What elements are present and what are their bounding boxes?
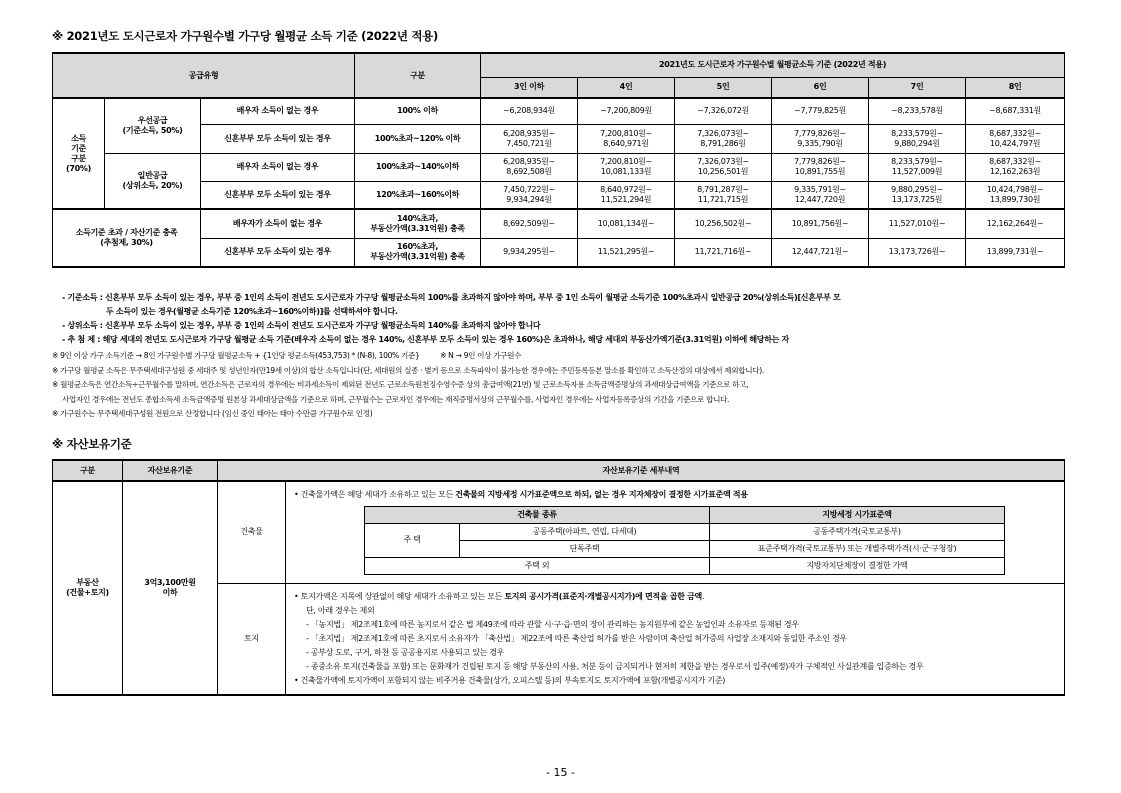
income-cell: 12,162,264원~ <box>966 209 1065 238</box>
income-cell: 7,326,073원~ 10,256,501원 <box>675 153 772 181</box>
single-house-label: 단독주택 <box>460 540 710 557</box>
inner-header-type: 건축물 종류 <box>365 506 710 523</box>
asset-detail-header: 자산보유기준 세부내역 <box>218 460 1065 481</box>
gubun-header: 구분 <box>355 53 481 98</box>
income-cell: 7,326,073원~ 8,791,286원 <box>675 124 772 153</box>
building-type-table <box>364 506 1005 575</box>
row-type: 신혼부부 모두 소득이 있는 경우 <box>201 181 355 209</box>
land-bullet <box>294 590 1056 604</box>
persons-header-3: 6인 <box>772 77 869 98</box>
footnote: 사업자인 경우에는 전년도 종합소득세 소득금액증명 원본상 과세대상금액을 기준으로 하며, 근무월수는 근로자인 경우에는 재직증명서상의 근무월수를, 사업자인 경우에는 사업자등록증상의 기간을 기준으로 합니다. <box>62 394 730 404</box>
asset-gubun-header: 구분 <box>53 460 123 481</box>
row-type: 배우자 소득이 없는 경우 <box>201 153 355 181</box>
note-base-income: - 기준소득 : 신혼부부 모두 소득이 있는 경우, 부부 중 1인의 소득이 전년도 도시근로자 가구당 월평균소득의 100%를 초과하지 않아야 하며, 부부 중 1인 소득이 월평균 소득기준 100%초과시 일반공급 20%(상위소득)[신혼부부 모 <box>62 293 841 302</box>
building-label: 건축물 <box>218 481 286 583</box>
income-cell: 13,899,731원~ <box>966 238 1065 267</box>
persons-header-4: 7인 <box>869 77 966 98</box>
income-cell: 6,208,935원~ 7,450,721원 <box>481 124 578 153</box>
row-type: 배우자가 소득이 없는 경우 <box>201 209 355 238</box>
income-cell: 12,447,721원~ <box>772 238 869 267</box>
apartment-value: 공동주택가격(국토교통부) <box>710 523 1005 540</box>
income-cell: 7,779,826원~ 9,335,790원 <box>772 124 869 153</box>
priority-supply-label: 우선공급 (기준소득, 50%) <box>105 98 201 153</box>
row-condition: 100% 이하 <box>355 98 481 124</box>
non-house-value: 지방자치단체장이 결정한 가액 <box>710 557 1005 574</box>
income-cell: 10,081,134원~ <box>578 209 675 238</box>
land-detail <box>286 583 1065 695</box>
land-bullet-text: • 토지가액은 지목에 상관없이 해당 세대가 소유하고 있는 모든 <box>294 591 505 601</box>
land-exception-item: - 공부상 도로, 구거, 하천 등 공공용지로 사용되고 있는 경우 <box>306 647 505 657</box>
income-cell: 7,200,810원~ 8,640,971원 <box>578 124 675 153</box>
income-cell: 10,256,502원~ <box>675 209 772 238</box>
land-exception-item: - 「초지법」 제2조제1호에 따른 초지로서 소유자가 「축산법」 제22조에 따른 축산업 허가를 받은 사람이며 축산업 허가증의 사업장 소재지와 동일한 주소인 경우 <box>306 633 847 643</box>
income-cell: ~7,326,072원 <box>675 98 772 124</box>
supply-type-header: 공급유형 <box>53 53 355 98</box>
asset-standard-header: 자산보유기준 <box>123 460 218 481</box>
asset-amount: 3억3,100만원 이하 <box>123 481 218 695</box>
asset-section-title: ※ 자산보유기준 <box>52 437 132 451</box>
row-condition: 120%초과~160%이하 <box>355 181 481 209</box>
note-base-income-cont: 두 소득이 있는 경우(월평균 소득기준 120%초과~160%이하)]를 선택하셔야 합니다. <box>106 307 398 316</box>
income-group-header: 2021년도 도시근로자 가구원수별 월평균소득 기준 (2022년 적용) <box>481 53 1065 77</box>
income-cell: 9,335,791원~ 12,447,720원 <box>772 181 869 209</box>
building-detail <box>286 481 1065 583</box>
general-supply-label: 일반공급 (상위소득, 20%) <box>105 153 201 209</box>
income-section-title: ※ 2021년도 도시근로자 가구원수별 가구당 월평균 소득 기준 (2022년 적용) <box>52 29 438 43</box>
income-cell: ~8,687,331원 <box>966 98 1065 124</box>
income-cell: 8,687,332원~ 12,162,263원 <box>966 153 1065 181</box>
persons-header-0: 3인 이하 <box>481 77 578 98</box>
note-upper-income: - 상위소득 : 신혼부부 모두 소득이 있는 경우, 부부 중 1인의 소득이 전년도 도시근로자 가구당 월평균소득의 140%를 초과하지 않아야 합니다 <box>62 321 541 330</box>
income-cell: 11,721,716원~ <box>675 238 772 267</box>
income-cell: ~6,208,934원 <box>481 98 578 124</box>
building-bullet <box>294 488 1056 502</box>
building-bullet-text: • 건축물가액은 해당 세대가 소유하고 있는 모든 <box>294 489 456 499</box>
row-condition: 160%초과, 부동산가액(3.31억원) 충족 <box>355 238 481 267</box>
land-bullet-2: • 건축물가액에 토지가액이 포함되지 않는 비주거용 건축물(상가, 오피스텔 등)의 부속토지도 토지가액에 포함(개별공시지가 기준) <box>294 675 726 685</box>
income-cell: ~7,779,825원 <box>772 98 869 124</box>
income-cell: 8,640,972원~ 11,521,294원 <box>578 181 675 209</box>
income-cell: 6,208,935원~ 8,692,508원 <box>481 153 578 181</box>
footnote: ※ 가구당 월평균 소득은 무주택세대구성원 중 세대주 및 성년인자(만19세 이상)의 합산 소득입니다(단, 세대원의 실종 · 별거 등으로 소득파악이 불가능한 경우에는 주민등록등본 말소를 확인하고 소득산정의 대상에서 제외합니다). <box>52 365 764 375</box>
income-cell: 10,424,798원~ 13,899,730원 <box>966 181 1065 209</box>
building-bullet-bold: 건축물의 지방세정 시가표준액으로 하되, 없는 경우 지자체장이 결정한 시가표준액 적용 <box>455 489 748 499</box>
single-house-value: 표준주택가격(국토교통부) 또는 개별주택가격(시·군·구청장) <box>710 540 1005 557</box>
non-house-label: 주택 외 <box>365 557 710 574</box>
persons-header-5: 8인 <box>966 77 1065 98</box>
land-exception-item: - 「농지법」 제2조제1호에 따른 농지로서 같은 법 제49조에 따라 관할 시·구·읍·면의 장이 관리하는 농지원부에 같은 농업인과 소유자로 등재된 경우 <box>306 619 799 629</box>
income-cell: 7,779,826원~ 10,891,755원 <box>772 153 869 181</box>
land-label: 토지 <box>218 583 286 695</box>
income-cell: 7,450,722원~ 9,934,294원 <box>481 181 578 209</box>
lottery-label: 소득기준 초과 / 자산기준 충족 (추첨제, 30%) <box>53 209 201 267</box>
housing-label: 주 택 <box>365 523 460 557</box>
income-cell: 11,521,295원~ <box>578 238 675 267</box>
footnote: ※ 월평균소득은 연간소득÷근무월수를 말하며, 연간소득은 근로자의 경우에는 비과세소득이 제외된 전년도 근로소득원천징수영수증 상의 총급여액(21번) 및 근로소득자용 소득금액증명상의 과세대상급여액을 기준으로 하고, <box>52 380 749 389</box>
land-exception-intro: 단, 아래 경우는 제외 <box>306 605 375 615</box>
income-cell: 9,934,295원~ <box>481 238 578 267</box>
income-cell: 13,173,726원~ <box>869 238 966 267</box>
realestate-label: 부동산 (건물+토지) <box>53 481 123 695</box>
note-lottery: - 추 첨 제 : 해당 세대의 전년도 도시근로자 가구당 월평균 소득 기준(배우자 소득이 없는 경우 140%, 신혼부부 모두 소득이 있는 경우 160%)은 초과하나, 해당 세대의 부동산가액기준(3.31억원) 이하에 해당하는 자 <box>62 335 789 344</box>
footnotes <box>52 349 1072 422</box>
income-standard-table <box>52 52 1065 268</box>
income-cell: 8,791,287원~ 11,721,715원 <box>675 181 772 209</box>
income-notes <box>62 291 1062 347</box>
land-bullet-bold: 토지의 공시가격(표준지·개별공시지가)에 면적을 곱한 금액 <box>504 591 702 601</box>
asset-standard-table <box>52 459 1065 696</box>
row-condition: 140%초과, 부동산가액(3.31억원) 충족 <box>355 209 481 238</box>
income-cell: 7,200,810원~ 10,081,133원 <box>578 153 675 181</box>
apartment-label: 공동주택(아파트, 연립, 다세대) <box>460 523 710 540</box>
income-cell: 9,880,295원~ 13,173,725원 <box>869 181 966 209</box>
income-category-label: 소득 기준 구분 (70%) <box>53 98 105 209</box>
income-cell: ~8,233,578원 <box>869 98 966 124</box>
income-cell: 8,687,332원~ 10,424,797원 <box>966 124 1065 153</box>
page-number: - 15 - <box>546 766 575 779</box>
land-exception-item: - 종중소유 토지(건축물을 포함) 또는 문화재가 건립된 토지 등 해당 부동산의 사용, 처분 등이 금지되거나 현저히 제한을 받는 경우로서 입주(예정)자가 구체적인 사실관계를 입증하는 경우 <box>306 661 924 671</box>
land-bullet-end: . <box>701 591 705 601</box>
footnote: ※ 9인 이상 가구 소득기준 → 8인 가구원수별 가구당 월평균소득 + {1인당 평균소득(453,753) * (N-8), 100% 기준} ※ N → 9인 이상 가구원수 <box>52 351 522 360</box>
income-cell: 8,692,509원~ <box>481 209 578 238</box>
income-cell: 11,527,010원~ <box>869 209 966 238</box>
income-cell: 8,233,579원~ 11,527,009원 <box>869 153 966 181</box>
row-type: 신혼부부 모두 소득이 있는 경우 <box>201 238 355 267</box>
income-cell: 10,891,756원~ <box>772 209 869 238</box>
persons-header-2: 5인 <box>675 77 772 98</box>
income-cell: ~7,200,809원 <box>578 98 675 124</box>
row-type: 배우자 소득이 없는 경우 <box>201 98 355 124</box>
footnote: ※ 가구원수는 무주택세대구성원 전원으로 산정합니다 (임신 중인 태아는 태아 수만큼 가구원수로 인정) <box>52 409 373 418</box>
row-condition: 100%초과~120% 이하 <box>355 124 481 153</box>
inner-header-value: 지방세정 시가표준액 <box>710 506 1005 523</box>
persons-header-1: 4인 <box>578 77 675 98</box>
row-condition: 100%초과~140%이하 <box>355 153 481 181</box>
row-type: 신혼부부 모두 소득이 있는 경우 <box>201 124 355 153</box>
income-cell: 8,233,579원~ 9,880,294원 <box>869 124 966 153</box>
